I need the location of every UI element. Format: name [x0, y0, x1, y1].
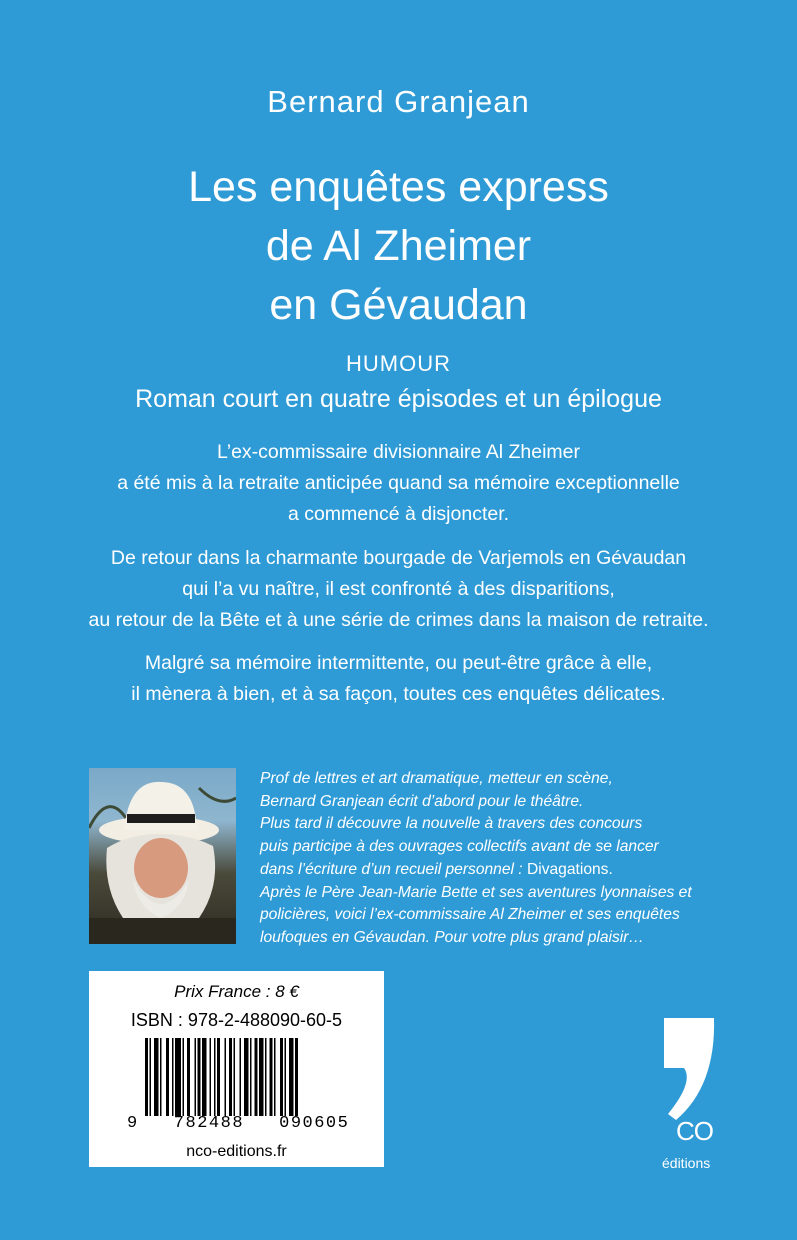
- blurb-line: au retour de la Bête et à une série de crimes dans la maison de retraite.: [88, 609, 709, 631]
- barcode-bar: [214, 1038, 216, 1116]
- barcode-bar: [270, 1038, 273, 1116]
- publisher-logo-letters: CO: [676, 1116, 713, 1146]
- barcode-bar: [150, 1038, 152, 1116]
- bio-line: puis participe à des ouvrages collectifs avant de se lancer: [260, 838, 659, 856]
- price-label: Prix France : 8 €: [174, 982, 299, 1001]
- blurb-line: Malgré sa mémoire intermittente, ou peut-être grâce à elle,: [144, 652, 653, 674]
- barcode-bar: [240, 1038, 242, 1116]
- author-biography: [260, 768, 780, 950]
- barcode-panel: [89, 971, 384, 1167]
- bio-line: Après le Père Jean-Marie Bette et ses aventures lyonnaises et: [260, 883, 692, 901]
- bio-line-text: dans l’écriture d’un recueil personnel :: [260, 860, 527, 878]
- title-line: Les enquêtes express: [188, 163, 609, 211]
- barcode-bar: [289, 1038, 294, 1116]
- barcode-bar: [202, 1038, 207, 1116]
- barcode-bar: [295, 1038, 298, 1116]
- bio-line: Bernard Granjean écrit d’abord pour le théâtre.: [260, 792, 584, 810]
- blurb-line: il mènera à bien, et à sa façon, toutes ces enquêtes délicates.: [131, 683, 666, 705]
- bio-line: policières, voici l’ex-commissaire Al Zheimer et ses enquêtes: [260, 906, 680, 924]
- barcode-graphic: [145, 1038, 330, 1116]
- book-title: [0, 158, 797, 335]
- blurb-paragraph: [0, 437, 797, 530]
- barcode-bar: [198, 1038, 201, 1116]
- isbn-label: ISBN : 978-2-488090-60-5: [130, 1010, 343, 1030]
- blurb-paragraph: [0, 648, 797, 710]
- barcode-bar: [145, 1038, 148, 1116]
- bio-line: Plus tard il découvre la nouvelle à travers des concours: [260, 815, 643, 833]
- barcode-bar: [285, 1038, 287, 1116]
- barcode-bar: [255, 1038, 258, 1116]
- barcode-bar: [183, 1038, 185, 1116]
- barcode-bar: [172, 1038, 174, 1116]
- blurb-line: a été mis à la retraite anticipée quand sa mémoire exceptionnelle: [117, 472, 680, 494]
- barcode-bar: [154, 1038, 159, 1116]
- author-photo: [89, 768, 236, 944]
- barcode-bar: [225, 1038, 227, 1116]
- barcode-digits: 9 782488 090605: [127, 1114, 350, 1133]
- barcode-bar: [244, 1038, 249, 1116]
- genre-label: HUMOUR: [346, 351, 451, 376]
- barcode-bar: [210, 1038, 212, 1116]
- blurb-paragraph: [0, 543, 797, 636]
- barcode-bar: [187, 1038, 190, 1116]
- bio-line: loufoques en Gévaudan. Pour votre plus grand plaisir…: [260, 928, 645, 946]
- blurb-line: a commencé à disjoncter.: [287, 503, 510, 525]
- blurb-line: qui l’a vu naître, il est confronté à des disparitions,: [182, 578, 615, 600]
- barcode-bar: [250, 1038, 252, 1116]
- publisher-logo-icon: [656, 1016, 736, 1176]
- barcode-bar: [195, 1038, 197, 1116]
- blurb-line: L’ex-commissaire divisionnaire Al Zheimer: [216, 441, 581, 463]
- author-name: Bernard Granjean: [267, 84, 530, 119]
- barcode-bar: [166, 1038, 169, 1116]
- blurb-line: De retour dans la charmante bourgade de Varjemols en Gévaudan: [110, 547, 687, 569]
- author-portrait-illustration: [89, 768, 236, 944]
- book-subtitle: Roman court en quatre épisodes et un épilogue: [135, 385, 662, 413]
- publisher-logo-label: éditions: [662, 1155, 711, 1171]
- barcode-bar: [234, 1038, 236, 1116]
- barcode-bar: [274, 1038, 276, 1116]
- website-url: nco-editions.fr: [186, 1143, 287, 1160]
- title-line: en Gévaudan: [269, 281, 528, 329]
- barcode-bar: [259, 1038, 264, 1116]
- barcode-bar: [280, 1038, 283, 1116]
- barcode-bar: [229, 1038, 232, 1116]
- barcode-bar: [217, 1038, 220, 1116]
- barcode-bar: [175, 1038, 181, 1116]
- book-reference: Divagations.: [526, 860, 613, 878]
- barcode-bar: [160, 1038, 162, 1116]
- bio-line: [260, 859, 780, 882]
- barcode-bar: [265, 1038, 267, 1116]
- bio-line: Prof de lettres et art dramatique, metteur en scène,: [260, 770, 613, 787]
- title-line: de Al Zheimer: [265, 222, 532, 270]
